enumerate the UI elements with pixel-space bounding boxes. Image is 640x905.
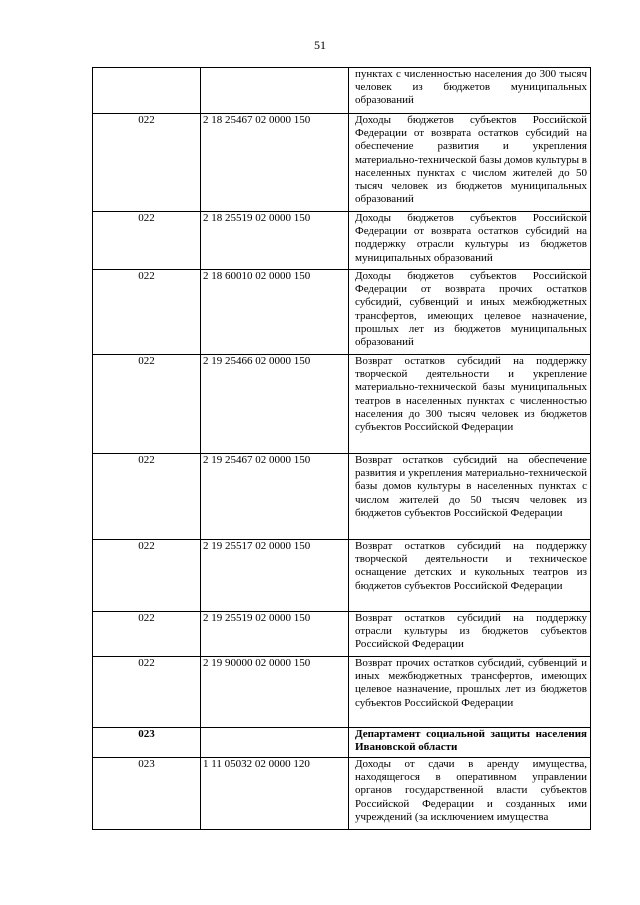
admin-code-cell: 022	[93, 355, 201, 454]
budget-code-cell	[201, 728, 349, 758]
table-row	[93, 212, 591, 270]
budget-code-cell: 2 19 25466 02 0000 150	[201, 355, 349, 454]
revenue-name-cell: пунктах с численностью населения до 300 тысяч человек из бюджетов муниципальных образований	[349, 68, 591, 114]
page-number: 51	[314, 38, 326, 52]
table-row	[93, 355, 591, 454]
admin-code-cell: 022	[93, 270, 201, 355]
admin-code-cell: 022	[93, 612, 201, 657]
table-row	[93, 657, 591, 728]
table-row	[93, 612, 591, 657]
table-row	[93, 68, 591, 114]
revenue-name-cell: Возврат остатков субсидий на поддержку творческой деятельности и укрепление материально-технической базы муниципальных театров в населенных пунктах с численностью населения до 300 тысяч человек из бюджетов субъектов Российской Федерации	[349, 355, 591, 454]
table-row	[93, 270, 591, 355]
table-row-department	[93, 728, 591, 758]
revenue-name-cell: Доходы бюджетов субъектов Российской Федерации от возврата остатков субсидий на поддержку отрасли культуры из бюджетов муниципальных образований	[349, 212, 591, 270]
budget-code-cell: 1 11 05032 02 0000 120	[201, 758, 349, 830]
revenue-name-cell: Доходы от сдачи в аренду имущества, находящегося в оперативном управлении органов государственной власти субъектов Российской Федерации и созданных ими учреждений (за исключением имущества	[349, 758, 591, 830]
revenue-name-cell: Доходы бюджетов субъектов Российской Федерации от возврата прочих остатков субсидий, субвенций и иных межбюджетных трансфертов, имеющих целевое назначение, прошлых лет из бюджетов муниципальных образований	[349, 270, 591, 355]
table-row	[93, 758, 591, 830]
revenue-name-cell: Возврат остатков субсидий на поддержку творческой деятельности и техническое оснащение детских и кукольных театров из бюджетов субъектов Российской Федерации	[349, 540, 591, 612]
budget-codes-table	[92, 67, 591, 830]
budget-code-cell: 2 19 25517 02 0000 150	[201, 540, 349, 612]
revenue-name-cell: Возврат прочих остатков субсидий, субвенций и иных межбюджетных трансфертов, имеющих целевое назначение, прошлых лет из бюджетов субъектов Российской Федерации	[349, 657, 591, 728]
revenue-name-cell: Доходы бюджетов субъектов Российской Федерации от возврата остатков субсидий на обеспечение развития и укрепления материально-технической базы домов культуры в населенных пунктах с числом жителей до 50 тысяч человек из бюджетов муниципальных образований	[349, 114, 591, 212]
budget-code-cell: 2 18 25467 02 0000 150	[201, 114, 349, 212]
admin-code-cell: 022	[93, 657, 201, 728]
table-row	[93, 454, 591, 540]
budget-code-cell: 2 18 25519 02 0000 150	[201, 212, 349, 270]
admin-code-cell	[93, 68, 201, 114]
budget-code-cell: 2 19 25467 02 0000 150	[201, 454, 349, 540]
revenue-name-cell: Возврат остатков субсидий на поддержку отрасли культуры из бюджетов субъектов Российской Федерации	[349, 612, 591, 657]
admin-code-cell: 023	[93, 728, 201, 758]
admin-code-cell: 022	[93, 454, 201, 540]
admin-code-cell: 022	[93, 212, 201, 270]
table-row	[93, 540, 591, 612]
department-name-cell: Департамент социальной защиты населения Ивановской области	[349, 728, 591, 758]
budget-code-cell	[201, 68, 349, 114]
revenue-name-cell: Возврат остатков субсидий на обеспечение развития и укрепления материально-технической базы домов культуры в населенных пунктах с числом жителей до 50 тысяч человек из бюджетов субъектов Российской Федерации	[349, 454, 591, 540]
admin-code-cell: 023	[93, 758, 201, 830]
admin-code-cell: 022	[93, 540, 201, 612]
budget-code-cell: 2 18 60010 02 0000 150	[201, 270, 349, 355]
admin-code-cell: 022	[93, 114, 201, 212]
budget-code-cell: 2 19 90000 02 0000 150	[201, 657, 349, 728]
table-row	[93, 114, 591, 212]
budget-code-cell: 2 19 25519 02 0000 150	[201, 612, 349, 657]
